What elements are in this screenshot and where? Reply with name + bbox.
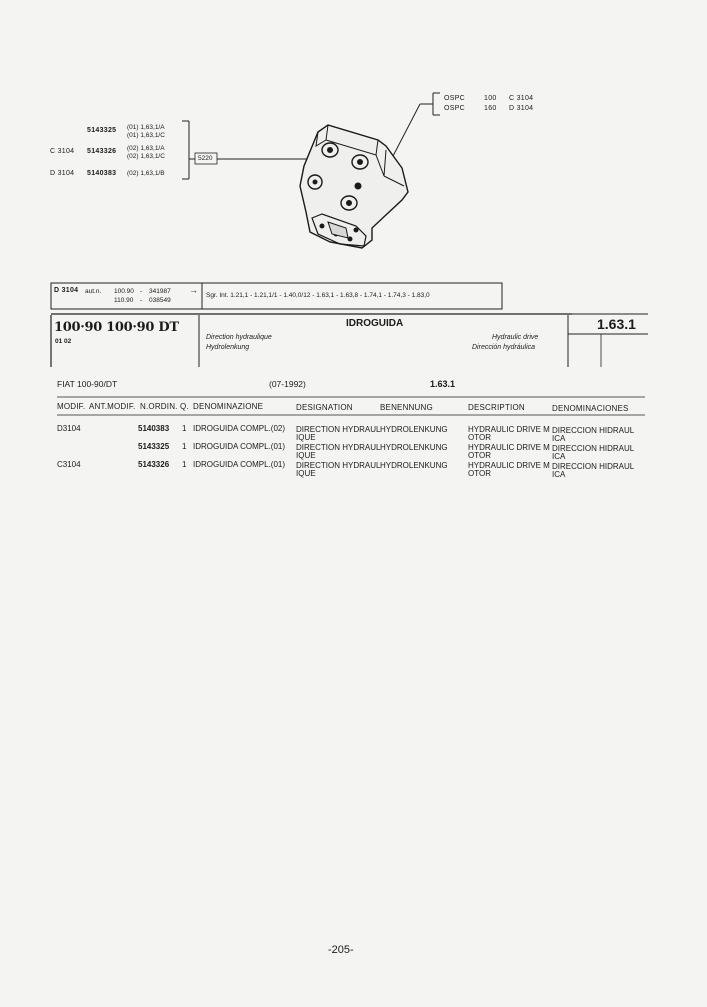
row2-description-b: OTOR xyxy=(468,451,491,460)
row3-designation-b: IQUE xyxy=(296,469,316,478)
part-variant-3: D 3104 xyxy=(50,170,75,177)
part-number-2: 5143326 xyxy=(87,148,117,155)
serial-number-2: 038549 xyxy=(149,297,171,304)
ospc-size-2: 160 xyxy=(484,105,497,112)
col-benennung: BENENNUNG xyxy=(380,403,433,412)
col-ordin: N.ORDIN. xyxy=(140,402,178,411)
col-modif: MODIF. xyxy=(57,402,86,411)
row1-designation-a: DIRECTION HYDRAUL xyxy=(296,425,381,434)
group-number: 1.63.1 xyxy=(597,316,636,332)
row3-qty: 1 xyxy=(182,460,187,469)
part-ref-2a: (02) 1,63,1/A xyxy=(127,145,165,152)
row2-description-a: HYDRAULIC DRIVE M xyxy=(468,443,550,452)
col-denominazione: DENOMINAZIONE xyxy=(193,402,264,411)
col-ant-modif: ANT.MODIF. xyxy=(89,402,136,411)
serial-prefix: aut.n. xyxy=(85,288,102,295)
row1-denominaciones-a: DIRECCION HIDRAUL xyxy=(552,426,635,435)
row2-denominaciones-a: DIRECCION HIDRAUL xyxy=(552,444,635,453)
row3-ordin: 5143326 xyxy=(138,460,170,469)
title-german: Hydrolenkung xyxy=(206,344,250,351)
row2-qty: 1 xyxy=(182,442,187,451)
table-group: 1.63.1 xyxy=(430,379,456,389)
model-title: 100·90 100·90 DT xyxy=(54,320,179,335)
row3-denom: IDROGUIDA COMPL.(01) xyxy=(193,460,286,469)
row3-description-a: HYDRAULIC DRIVE M xyxy=(468,461,550,470)
part-ref-2b: (02) 1,63,1/C xyxy=(127,153,165,160)
row2-ordin: 5143325 xyxy=(138,442,170,451)
title-english: Hydraulic drive xyxy=(492,334,539,341)
part-variant-2: C 3104 xyxy=(50,148,75,155)
col-designation: DESIGNATION xyxy=(296,403,353,412)
row1-designation-b: IQUE xyxy=(296,433,316,442)
row3-benennung: HYDROLENKUNG xyxy=(380,461,448,470)
part-ref-1a: (01) 1,63,1/A xyxy=(127,124,165,131)
row1-qty: 1 xyxy=(182,424,187,433)
part-ref-1b: (01) 1,63,1/C xyxy=(127,132,165,139)
part-number-1: 5143325 xyxy=(87,127,117,134)
row3-description-b: OTOR xyxy=(468,469,491,478)
col-qty: Q. xyxy=(180,402,189,411)
steering-unit-drawing xyxy=(300,125,408,248)
row1-denominaciones-b: ICA xyxy=(552,434,566,443)
row1-ordin: 5140383 xyxy=(138,424,170,433)
see-also-groups: Sgr. Int. 1.21,1 - 1.21,1/1 - 1.40,0/12 - 1.63,1 - 1.63,8 - 1.74,1 - 1.74,3 - 1.83,0 xyxy=(206,292,430,299)
ospc-size-1: 100 xyxy=(484,95,497,102)
model-subtitle: 01 02 xyxy=(55,338,72,345)
ospc-variant-1: C 3104 xyxy=(509,95,534,102)
row3-denominaciones-a: DIRECCION HIDRAUL xyxy=(552,462,635,471)
title-spanish: Dirección hydráulica xyxy=(472,344,536,351)
row2-denom: IDROGUIDA COMPL.(01) xyxy=(193,442,286,451)
table-date: (07-1992) xyxy=(269,379,306,389)
part-ref-3a: (02) 1,63,1/B xyxy=(127,170,165,177)
ospc-code-1: OSPC xyxy=(444,95,466,102)
row3-denominaciones-b: ICA xyxy=(552,470,566,479)
row2-designation-a: DIRECTION HYDRAUL xyxy=(296,443,381,452)
serial-variant: D 3104 xyxy=(54,287,79,294)
row1-description-a: HYDRAULIC DRIVE M xyxy=(468,425,550,434)
title-french: Direction hydraulique xyxy=(206,334,272,341)
arrow-right-icon: → xyxy=(189,285,198,295)
row1-denom: IDROGUIDA COMPL.(02) xyxy=(193,424,286,433)
row2-denominaciones-b: ICA xyxy=(552,452,566,461)
ospc-variant-2: D 3104 xyxy=(509,105,534,112)
serial-model-2: 110.90 xyxy=(114,297,134,304)
callout-number: 5220 xyxy=(198,155,213,162)
row1-description-b: OTOR xyxy=(468,433,491,442)
row2-benennung: HYDROLENKUNG xyxy=(380,443,448,452)
row3-designation-a: DIRECTION HYDRAUL xyxy=(296,461,381,470)
row1-benennung: HYDROLENKUNG xyxy=(380,425,448,434)
part-number-3: 5140383 xyxy=(87,170,117,177)
title-italian: IDROGUIDA xyxy=(346,318,404,329)
table-model: FIAT 100-90/DT xyxy=(57,379,118,389)
col-denominaciones: DENOMINACIONES xyxy=(552,404,629,413)
row1-modif: D3104 xyxy=(57,424,81,433)
serial-number-1: 341987 xyxy=(149,288,171,295)
page-number: -205- xyxy=(328,944,354,956)
serial-model-1: 100.90 xyxy=(114,288,134,295)
col-description: DESCRIPTION xyxy=(468,403,525,412)
row3-modif: C3104 xyxy=(57,460,81,469)
row2-designation-b: IQUE xyxy=(296,451,316,460)
ospc-code-2: OSPC xyxy=(444,105,466,112)
